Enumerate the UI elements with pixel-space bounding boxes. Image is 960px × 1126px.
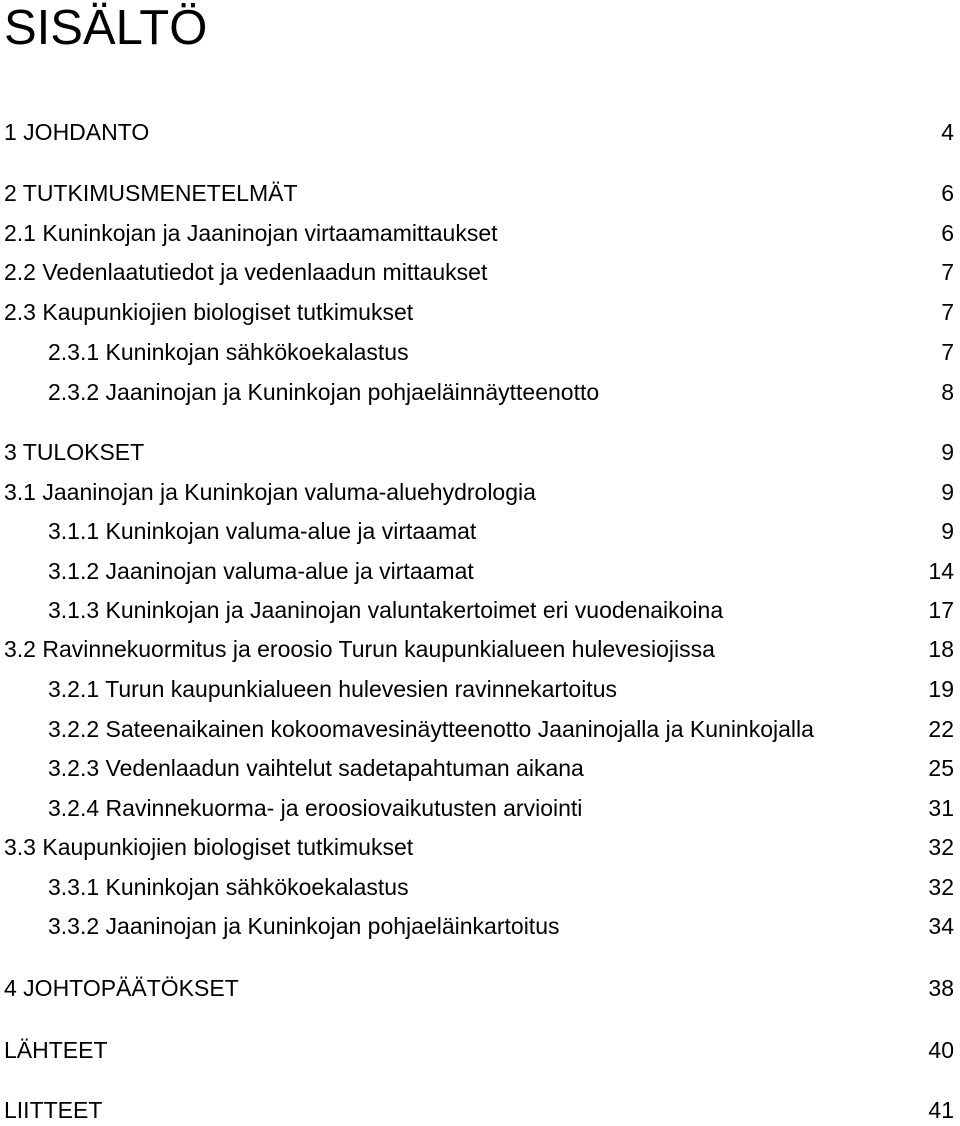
toc-entry-page: 25	[928, 755, 954, 781]
toc-entry-page: 38	[928, 975, 954, 1001]
toc-entry-page: 9	[941, 439, 954, 465]
toc-entry	[0, 555, 960, 587]
page-title: SISÄLTÖ	[4, 1, 208, 55]
toc-entry-page: 9	[941, 479, 954, 505]
toc-entry	[0, 1034, 960, 1066]
toc-entry-label: 3 TULOKSET	[4, 439, 145, 465]
toc-entry-page: 14	[928, 558, 954, 584]
toc-entry-label: 1 JOHDANTO	[4, 119, 150, 145]
toc-entry	[0, 871, 960, 903]
toc-entry-label: 4 JOHTOPÄÄTÖKSET	[4, 975, 239, 1001]
toc-entry	[0, 296, 960, 328]
toc-entry-page: 17	[928, 597, 954, 623]
toc-entry-label: 3.3 Kaupunkiojien biologiset tutkimukset	[4, 834, 414, 860]
toc-entry-label: 3.2.2 Sateenaikainen kokoomavesinäytteenotto Jaaninojalla ja Kuninkojalla	[48, 716, 814, 742]
toc-entry-page: 19	[928, 676, 954, 702]
toc-entry	[0, 116, 960, 148]
toc-entry-label: 3.1.3 Kuninkojan ja Jaaninojan valuntakertoimet eri vuodenaikoina	[48, 597, 724, 623]
toc-entry	[0, 972, 960, 1004]
toc-entry	[0, 910, 960, 942]
toc-entry-label: 3.1.2 Jaaninojan valuma-alue ja virtaamat	[48, 558, 474, 584]
toc-entry-label: 3.1.1 Kuninkojan valuma-alue ja virtaamat	[48, 518, 477, 544]
toc-entry	[0, 831, 960, 863]
toc-entry	[0, 436, 960, 468]
toc-entry-page: 22	[928, 716, 954, 742]
toc-entry-label: 2.3 Kaupunkiojien biologiset tutkimukset	[4, 299, 414, 325]
toc-entry-label: 3.2.3 Vedenlaadun vaihtelut sadetapahtuman aikana	[48, 755, 584, 781]
toc-entry-label: LIITTEET	[4, 1097, 103, 1123]
toc-entry	[0, 673, 960, 705]
toc-entry-page: 7	[941, 339, 954, 365]
toc-entry-page: 6	[941, 180, 954, 206]
toc-entry-label: LÄHTEET	[4, 1037, 108, 1063]
toc-entry-page: 31	[928, 795, 954, 821]
toc-entry-page: 40	[928, 1037, 954, 1063]
toc-entry	[0, 376, 960, 408]
toc-entry-page: 32	[928, 834, 954, 860]
toc-entry-page: 7	[941, 259, 954, 285]
toc-entry	[0, 1094, 960, 1126]
toc-entry-label: 3.2.4 Ravinnekuorma- ja eroosiovaikutusten arviointi	[48, 795, 583, 821]
toc-entry	[0, 476, 960, 508]
toc-entry-page: 4	[941, 119, 954, 145]
toc-entry-page: 6	[941, 220, 954, 246]
toc-entry-label: 2.3.1 Kuninkojan sähkökoekalastus	[48, 339, 409, 365]
toc-entry	[0, 594, 960, 626]
toc-entry-label: 3.1 Jaaninojan ja Kuninkojan valuma-aluehydrologia	[4, 479, 536, 505]
toc-entry	[0, 792, 960, 824]
toc-entry-label: 2.2 Vedenlaatutiedot ja vedenlaadun mittaukset	[4, 259, 488, 285]
toc-entry	[0, 713, 960, 745]
toc-entry-page: 9	[941, 518, 954, 544]
toc-entry	[0, 256, 960, 288]
toc-entry-label: 3.3.2 Jaaninojan ja Kuninkojan pohjaeläinkartoitus	[48, 913, 560, 939]
toc-entry-label: 3.2.1 Turun kaupunkialueen hulevesien ravinnekartoitus	[48, 676, 617, 702]
toc-entry-page: 7	[941, 299, 954, 325]
toc-entry	[0, 177, 960, 209]
toc-entry-page: 32	[928, 874, 954, 900]
toc-entry-label: 3.3.1 Kuninkojan sähkökoekalastus	[48, 874, 409, 900]
toc-entry	[0, 217, 960, 249]
toc-entry-page: 8	[941, 379, 954, 405]
toc-entry	[0, 515, 960, 547]
toc-entry	[0, 752, 960, 784]
toc-entry-page: 41	[928, 1097, 954, 1123]
toc-entry-page: 18	[928, 636, 954, 662]
toc-entry-page: 34	[928, 913, 954, 939]
toc-entry	[0, 336, 960, 368]
toc-entry	[0, 633, 960, 665]
toc-entry-label: 2 TUTKIMUSMENETELMÄT	[4, 180, 298, 206]
toc-entry-label: 2.1 Kuninkojan ja Jaaninojan virtaamamittaukset	[4, 220, 498, 246]
toc-entry-label: 2.3.2 Jaaninojan ja Kuninkojan pohjaeläinnäytteenotto	[48, 379, 600, 405]
toc-entry-label: 3.2 Ravinnekuormitus ja eroosio Turun kaupunkialueen hulevesiojissa	[4, 636, 715, 662]
